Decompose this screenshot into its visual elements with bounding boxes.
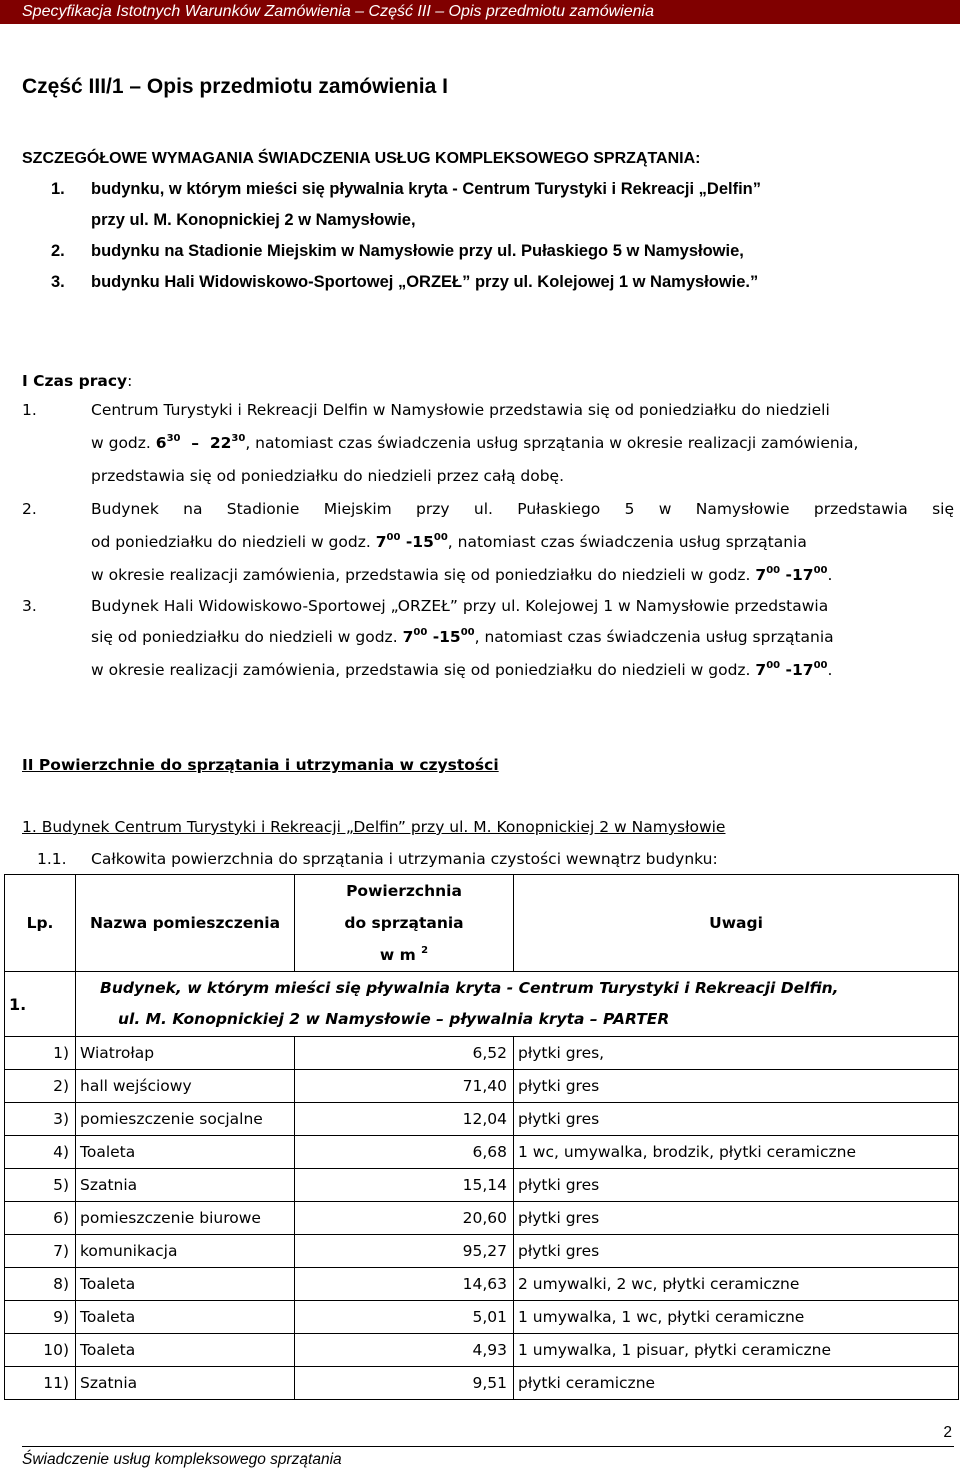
work-hours-2-range: $7^{00}$ $-15^{00}$	[375, 532, 448, 551]
table-row	[5, 1037, 959, 1070]
row-notes: płytki gres	[514, 1235, 959, 1268]
page-number: 2	[943, 1424, 952, 1441]
document-title: Część III/1 – Opis przedmiotu zamówienia I	[22, 75, 448, 98]
work-hours-1-prefix: w godz.	[91, 434, 151, 452]
row-lp: 5)	[5, 1169, 76, 1202]
col-name-header: Nazwa pomieszczenia	[76, 875, 295, 972]
surfaces-1-1-num: 1.1.	[37, 850, 67, 868]
row-area: 71,40	[295, 1070, 514, 1103]
row-area: 12,04	[295, 1103, 514, 1136]
surfaces-1-1-text: Całkowita powierzchnia do sprzątania i utrzymania czystości wewnątrz budynku:	[91, 850, 718, 868]
work-hours-3-line1: Budynek Hali Widowiskowo-Sportowej „ORZEŁ” przy ul. Kolejowej 1 w Namysłowie przedstawia	[91, 597, 829, 615]
table-row	[5, 1103, 959, 1136]
row-lp: 7)	[5, 1235, 76, 1268]
work-hours-1-suffix: , natomiast czas świadczenia usług sprzątania w okresie realizacji zamówienia,	[245, 434, 859, 452]
work-hours-1-num: 1.	[22, 401, 37, 419]
row-name: Wiatrołap	[76, 1037, 295, 1070]
requirements-heading: SZCZEGÓŁOWE WYMAGANIA ŚWIADCZENIA USŁUG KOMPLEKSOWEGO SPRZĄTANIA:	[22, 150, 701, 167]
work-hours-1-line3: przedstawia się od poniedziałku do niedzieli przez całą dobę.	[91, 467, 564, 485]
work-hours-3-range2: $7^{00}$ $-17^{00}$	[755, 660, 828, 679]
row-area: 9,51	[295, 1367, 514, 1400]
work-hours-3-l3-prefix: w okresie realizacji zamówienia, przedstawia się od poniedziałku do niedzieli w godz.	[91, 661, 751, 679]
req-1-num: 1.	[51, 180, 65, 198]
group-title-line2: ul. M. Konopnickiej 2 w Namysłowie – pływalnia kryta – PARTER	[118, 1010, 670, 1028]
row-name: pomieszczenie socjalne	[76, 1103, 295, 1136]
work-hours-3-line2	[91, 628, 834, 646]
row-notes: płytki gres	[514, 1103, 959, 1136]
row-lp: 3)	[5, 1103, 76, 1136]
group-title-line1: Budynek, w którym mieści się pływalnia kryta - Centrum Turystyki i Rekreacji Delfin,	[100, 979, 839, 997]
table-group-row	[5, 972, 959, 1037]
row-notes: płytki gres	[514, 1169, 959, 1202]
row-name: Szatnia	[76, 1367, 295, 1400]
row-notes: płytki ceramiczne	[514, 1367, 959, 1400]
table-row	[5, 1367, 959, 1400]
row-lp: 9)	[5, 1301, 76, 1334]
row-lp: 8)	[5, 1268, 76, 1301]
table-row	[5, 1301, 959, 1334]
row-name: pomieszczenie biurowe	[76, 1202, 295, 1235]
work-hours-2-num: 2.	[22, 500, 37, 518]
table-header-row	[5, 875, 959, 972]
section-work-hours-colon: :	[127, 372, 133, 390]
row-notes: 1 wc, umywalka, brodzik, płytki ceramiczne	[514, 1136, 959, 1169]
table-row	[5, 1136, 959, 1169]
section-work-hours-heading	[22, 372, 132, 390]
row-name: Toaleta	[76, 1334, 295, 1367]
row-area: 6,68	[295, 1136, 514, 1169]
work-hours-1-line1	[91, 401, 954, 419]
row-area: 14,63	[295, 1268, 514, 1301]
req-2-line1: budynku na Stadionie Miejskim w Namysłowie przy ul. Pułaskiego 5 w Namysłowie,	[91, 242, 744, 260]
work-hours-3-line3: w okresie realizacji zamówienia, przedstawia się od poniedziałku do niedzieli w godz. $7^{00}$ $-17^{00}$.	[91, 660, 833, 679]
row-area: 95,27	[295, 1235, 514, 1268]
work-hours-2-suffix: , natomiast czas świadczenia usług sprzątania	[447, 533, 807, 551]
footer-text: Świadczenie usług kompleksowego sprzątania	[22, 1451, 342, 1468]
group-title	[76, 972, 959, 1037]
col-lp-header: Lp.	[5, 875, 76, 972]
section-work-hours-label: I Czas pracy	[22, 372, 128, 390]
req-3-num: 3.	[51, 273, 65, 291]
work-hours-2-l3-prefix: w okresie realizacji zamówienia, przedstawia się od poniedziałku do niedzieli w godz.	[91, 566, 751, 584]
row-area: 4,93	[295, 1334, 514, 1367]
row-notes: płytki gres	[514, 1070, 959, 1103]
row-name: Toaleta	[76, 1268, 295, 1301]
work-hours-3-range: $7^{00}$ $-15^{00}$	[402, 627, 475, 646]
table-row	[5, 1169, 959, 1202]
row-lp: 1)	[5, 1037, 76, 1070]
page-header: Specyfikacja Istotnych Warunków Zamówienia – Część III – Opis przedmiotu zamówienia	[0, 0, 960, 24]
row-lp: 2)	[5, 1070, 76, 1103]
row-area: 15,14	[295, 1169, 514, 1202]
row-notes: płytki gres,	[514, 1037, 959, 1070]
row-area: 20,60	[295, 1202, 514, 1235]
row-notes: 1 umywalka, 1 pisuar, płytki ceramiczne	[514, 1334, 959, 1367]
req-1-line1: budynku, w którym mieści się pływalnia kryta - Centrum Turystyki i Rekreacji „Delfin”	[91, 180, 761, 198]
work-hours-2-prefix: od poniedziałku do niedzieli w godz.	[91, 533, 371, 551]
row-name: Toaleta	[76, 1301, 295, 1334]
row-notes: płytki gres	[514, 1202, 959, 1235]
row-area: 6,52	[295, 1037, 514, 1070]
row-lp: 10)	[5, 1334, 76, 1367]
row-notes: 2 umywalki, 2 wc, płytki ceramiczne	[514, 1268, 959, 1301]
work-hours-2-line1: Budynek na Stadionie Miejskim przy ul. Pułaskiego 5 w Namysłowie przedstawia się	[91, 500, 954, 518]
table-row	[5, 1334, 959, 1367]
row-lp: 11)	[5, 1367, 76, 1400]
col-notes-header: Uwagi	[514, 875, 959, 972]
work-hours-3-prefix: się od poniedziałku do niedzieli w godz.	[91, 628, 398, 646]
col-area-header: Powierzchnia do sprzątania w m $^2$	[295, 875, 514, 972]
work-hours-1-line1-text: Centrum Turystyki i Rekreacji Delfin w Namysłowie przedstawia się od poniedziałku do niedzieli	[91, 401, 830, 419]
req-2-num: 2.	[51, 242, 65, 260]
req-3-line1: budynku Hali Widowiskowo-Sportowej „ORZEŁ” przy ul. Kolejowej 1 w Namysłowie.”	[91, 273, 759, 291]
row-lp: 6)	[5, 1202, 76, 1235]
table-row	[5, 1235, 959, 1268]
surfaces-table	[4, 874, 959, 1400]
table-row	[5, 1070, 959, 1103]
surfaces-building-1: 1. Budynek Centrum Turystyki i Rekreacji „Delfin” przy ul. M. Konopnickiej 2 w Namysłowie	[22, 818, 726, 836]
group-num: 1.	[5, 972, 76, 1037]
work-hours-3-num: 3.	[22, 597, 37, 615]
row-name: Szatnia	[76, 1169, 295, 1202]
row-name: komunikacja	[76, 1235, 295, 1268]
work-hours-3-suffix: , natomiast czas świadczenia usług sprzątania	[474, 628, 834, 646]
table-row	[5, 1202, 959, 1235]
footer-divider	[22, 1446, 954, 1447]
row-name: hall wejściowy	[76, 1070, 295, 1103]
table-row	[5, 1268, 959, 1301]
work-hours-2-range2: $7^{00}$ $-17^{00}$	[755, 565, 828, 584]
row-notes: 1 umywalka, 1 wc, płytki ceramiczne	[514, 1301, 959, 1334]
row-lp: 4)	[5, 1136, 76, 1169]
row-name: Toaleta	[76, 1136, 295, 1169]
work-hours-2-line2	[91, 533, 807, 551]
work-hours-2-line3: w okresie realizacji zamówienia, przedstawia się od poniedziałku do niedzieli w godz. $7^{00}$ $-17^{00}$.	[91, 565, 833, 584]
section-surfaces-heading: II Powierzchnie do sprzątania i utrzymania w czystości	[22, 756, 499, 774]
work-hours-1-start: $6^{30} - 22^{30}$	[155, 433, 246, 452]
row-area: 5,01	[295, 1301, 514, 1334]
work-hours-1-line2	[91, 434, 858, 452]
req-1-line2: przy ul. M. Konopnickiej 2 w Namysłowie,	[91, 211, 416, 229]
